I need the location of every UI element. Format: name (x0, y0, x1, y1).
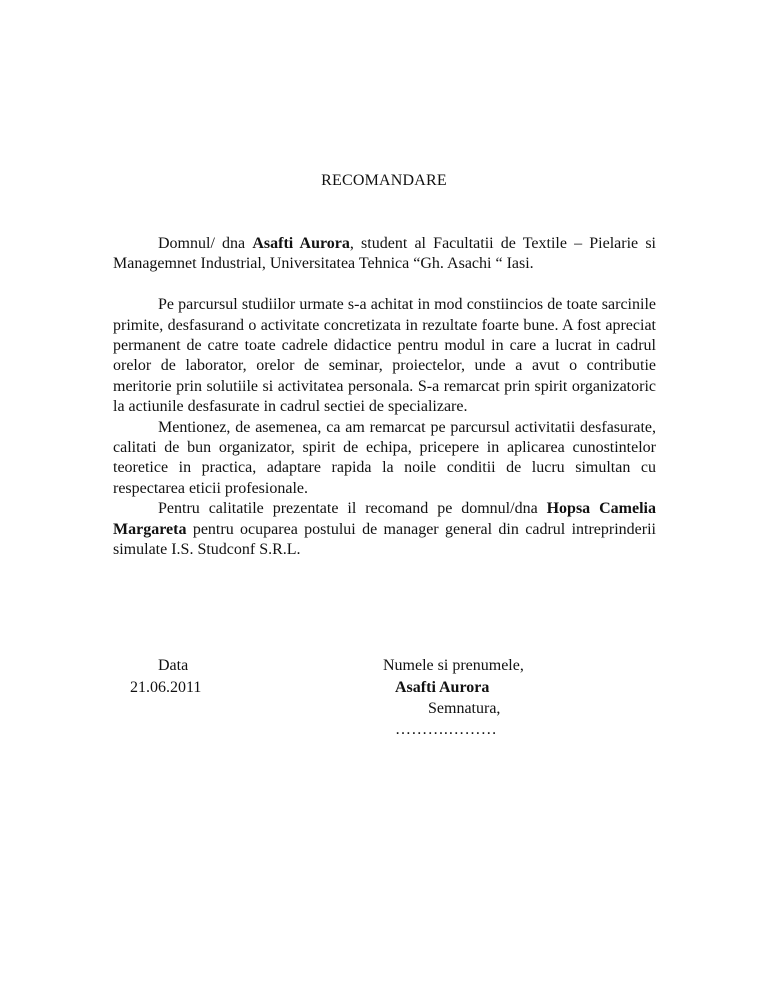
date-label: Data (158, 657, 189, 674)
signature-label: Semnatura, (428, 700, 501, 717)
name-label: Numele si prenumele, (383, 657, 524, 674)
document-body (113, 234, 656, 560)
recommendation-text-post: pentru ocuparea postului de manager general din cadrul intreprinderii simulate I.S. Studconf S.R.L. (113, 520, 656, 559)
student-name: Asafti Aurora (252, 235, 350, 252)
signer-name: Asafti Aurora (395, 679, 490, 696)
paragraph-qualities: Mentionez, de asemenea, ca am remarcat pe parcursul activitatii desfasurate, calitati de bun organizator, spirit de echipa, pricepere in aplicarea cunostintelor teoretice in practica, adaptare rapida la noile conditii de lucru simultan cu respectarea eticii profesionale. (113, 418, 656, 497)
date-value: 21.06.2011 (130, 679, 202, 696)
recommendation-text-pre: Pentru calitatile prezentate il recomand pe domnul/dna (158, 500, 547, 518)
paragraph-recommendation (113, 499, 656, 560)
paragraph-intro (113, 234, 656, 275)
signature-line: ……….……… (395, 721, 498, 738)
paragraph-studies: Pe parcursul studiilor urmate s-a achitat in mod constiincios de toate sarcinile primite, desfasurand o activitate concretizata in rezultate foarte bune. A fost apreciat permanent de catre toate cadrele didactice pentru modul in care a lucrat in cadrul orelor de laborator, orelor de seminar, proiectelor, unde a avut o contributie meritorie prin solutiile si activitatea personala. S-a remarcat prin spirit organizatoric la actiunile desfasurate in cadrul sectiei de specializare. (113, 296, 656, 416)
intro-text-pre: Domnul/ dna (158, 235, 253, 252)
intro-text-post: , student al Facultatii de Textile – Pielarie si Managemnet Industrial, Universitatea Tehnica “Gh. Asachi “ Iasi. (113, 235, 656, 273)
recommended-name: Hopsa Camelia Margareta (113, 500, 656, 538)
document-title: RECOMANDARE (321, 172, 447, 189)
